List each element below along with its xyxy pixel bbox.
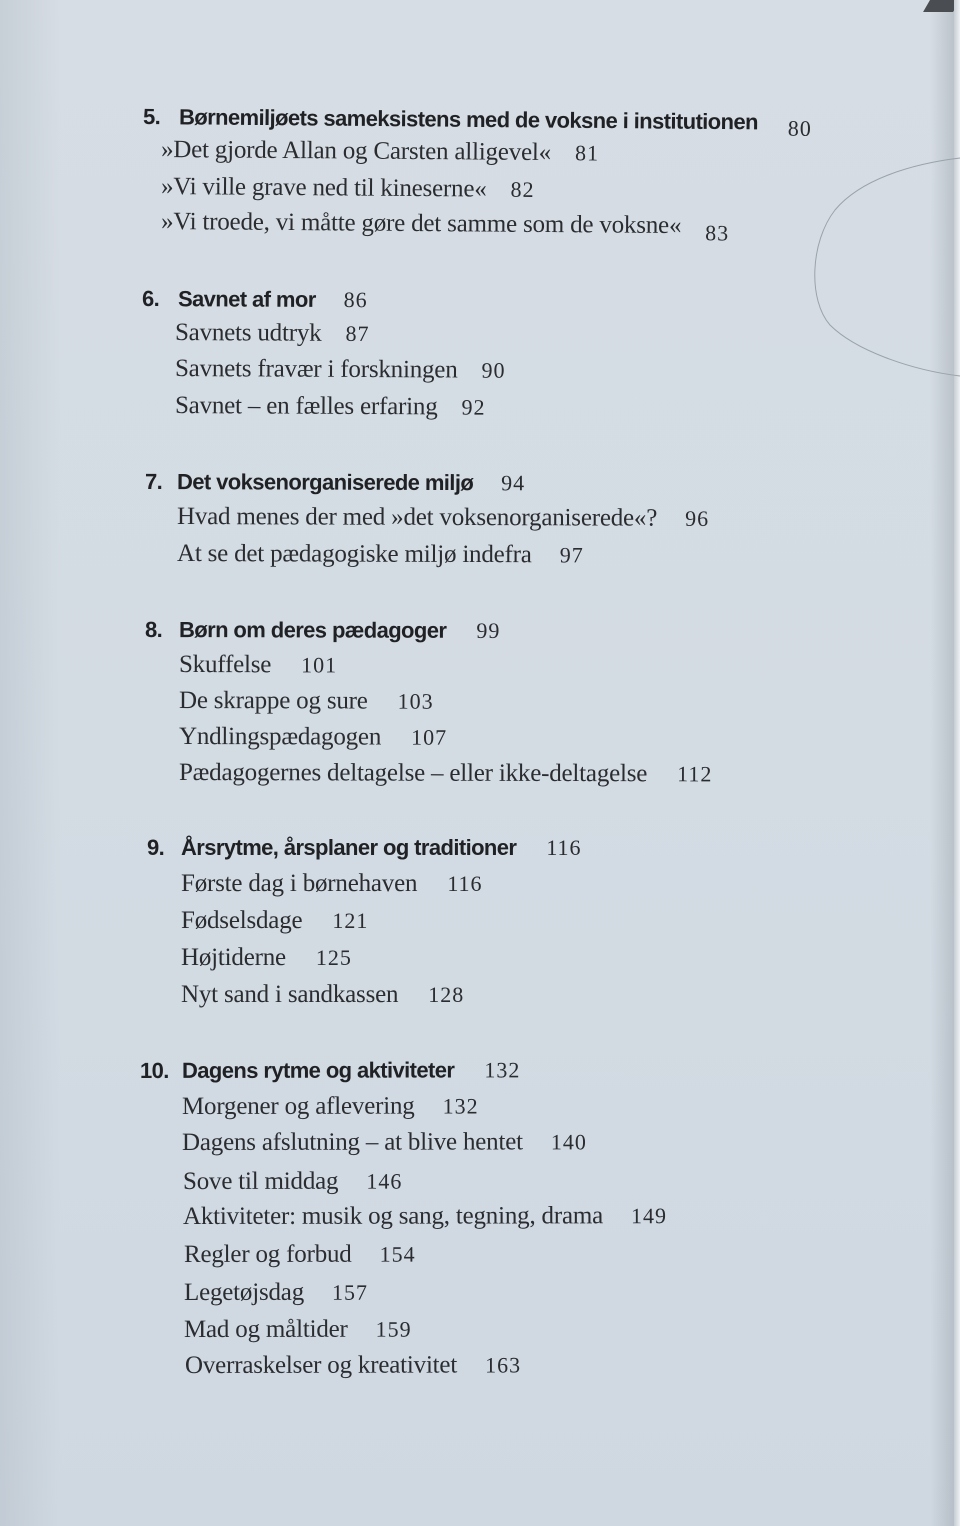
page-number: 96: [685, 505, 710, 531]
entry-title: Savnet – en fælles erfaring: [174, 392, 438, 421]
chapter-number: 7.: [144, 469, 163, 495]
chapter-8-heading: [145, 617, 500, 644]
chapter-9-heading: [147, 835, 582, 861]
entry-title: De skrappe og sure: [178, 687, 368, 715]
page-number: 157: [331, 1279, 369, 1305]
entry-title: Savnets fravær i forskningen: [174, 355, 458, 384]
toc-entry: [161, 173, 535, 204]
toc-entry: [184, 1316, 412, 1344]
page-number: 116: [447, 871, 483, 896]
entry-title: Yndlingspædagogen: [178, 723, 382, 751]
toc-entry: [183, 1202, 667, 1231]
toc-entry: [182, 1128, 587, 1157]
toc-entry: [181, 981, 464, 1009]
page-number: 101: [301, 652, 338, 678]
page-number: 83: [705, 220, 730, 246]
page-number: 99: [476, 617, 501, 643]
chapter-5-heading: [142, 104, 812, 141]
page-number: 112: [677, 761, 713, 787]
page-number: 92: [461, 394, 486, 420]
entry-title: Højtiderne: [181, 944, 286, 971]
entry-title: Hvad menes der med »det voksenorganiserede«?: [176, 503, 658, 532]
chapter-number: 6.: [141, 286, 160, 312]
chapter-6-heading: [142, 286, 368, 313]
entry-title: Pædagogernes deltagelse – eller ikke-deltagelse: [178, 759, 648, 788]
chapter-title: Dagens rytme og aktiviteter: [181, 1057, 455, 1083]
chapter-title: Børnemiljøets sameksistens med de voksne i institutionen: [178, 104, 759, 135]
chapter-number: 9.: [147, 835, 165, 860]
page-number: 87: [345, 320, 370, 347]
entry-title: Nyt sand i sandkassen: [181, 981, 399, 1008]
toc-entry: [179, 651, 337, 679]
chapter-10-heading: [140, 1057, 520, 1084]
page-number: 132: [442, 1093, 479, 1119]
page-number: 82: [510, 176, 535, 202]
entry-title: Dagens afslutning – at blive hentet: [181, 1128, 523, 1156]
page-number: 80: [787, 115, 812, 141]
toc-entry: [184, 1279, 368, 1307]
chapter-number: 8.: [144, 617, 163, 643]
page-number: 154: [379, 1241, 416, 1267]
chapter-number: 5.: [142, 104, 161, 130]
entry-title: Skuffelse: [178, 651, 272, 679]
toc-entry: [177, 540, 584, 569]
toc-entry: [182, 1092, 479, 1121]
page-number: 146: [366, 1168, 403, 1194]
page-number: 81: [574, 140, 600, 166]
page-number: 159: [375, 1316, 412, 1342]
page-number: 132: [484, 1057, 521, 1083]
toc-entry: [160, 208, 730, 246]
entry-title: Fødselsdage: [181, 907, 303, 934]
toc-entry: [175, 392, 486, 422]
chapter-title: Savnet af mor: [177, 286, 316, 312]
entry-title: Morgener og aflevering: [181, 1092, 415, 1120]
page-number: 125: [315, 945, 352, 970]
entry-title: Sove til middag: [182, 1167, 339, 1195]
toc-entry: [181, 944, 352, 972]
chapter-title: Børn om deres pædagoger: [178, 617, 447, 643]
page-number: 163: [485, 1352, 522, 1378]
entry-title: Overraskelser og kreativitet: [184, 1351, 458, 1379]
page-number: 103: [397, 688, 434, 714]
toc-entry: [185, 1351, 521, 1380]
chapter-number: 10.: [139, 1057, 169, 1083]
toc-entry: [181, 870, 483, 898]
toc-entry: [175, 355, 506, 385]
page-number: 121: [332, 908, 369, 933]
entry-title: At se det pædagogiske miljø indefra: [176, 540, 532, 569]
page-number: 94: [501, 470, 526, 496]
page-number: 128: [428, 982, 465, 1007]
entry-title: Første dag i børnehaven: [181, 870, 418, 897]
toc-entry: [183, 1168, 402, 1196]
entry-title: Savnets udtryk: [174, 319, 322, 347]
chapter-title: Det voksenorganiserede miljø: [176, 469, 474, 496]
entry-title: »Vi troede, vi måtte gøre det samme som de voksne«: [160, 208, 682, 240]
toc-entry: [175, 319, 370, 348]
toc-entry: [179, 759, 712, 788]
toc-entry: [161, 136, 599, 167]
page-number: 97: [559, 542, 584, 568]
page-number: 107: [411, 724, 448, 750]
entry-title: »Vi ville grave ned til kineserne«: [160, 173, 487, 203]
page-number: 140: [550, 1129, 587, 1155]
entry-title: Mad og måltider: [183, 1315, 348, 1343]
page-number: 116: [546, 835, 582, 860]
toc-entry: [179, 723, 447, 752]
pencil-mark: [800, 150, 960, 380]
entry-title: Legetøjsdag: [183, 1278, 305, 1306]
page-number: 86: [343, 287, 368, 313]
entry-title: Aktiviteter: musik og sang, tegning, drama: [182, 1202, 604, 1230]
page-number: 149: [630, 1203, 668, 1229]
toc-entry: [181, 907, 368, 935]
page-number: 90: [481, 357, 506, 383]
chapter-title: Årsrytme, årsplaner og traditioner: [181, 835, 517, 860]
toc-entry: [184, 1241, 416, 1269]
entry-title: »Det gjorde Allan og Carsten alligevel«: [160, 136, 552, 167]
entry-title: Regler og forbud: [183, 1240, 352, 1268]
chapter-7-heading: [145, 469, 525, 496]
toc-entry: [179, 687, 434, 716]
toc-entry: [177, 503, 709, 533]
